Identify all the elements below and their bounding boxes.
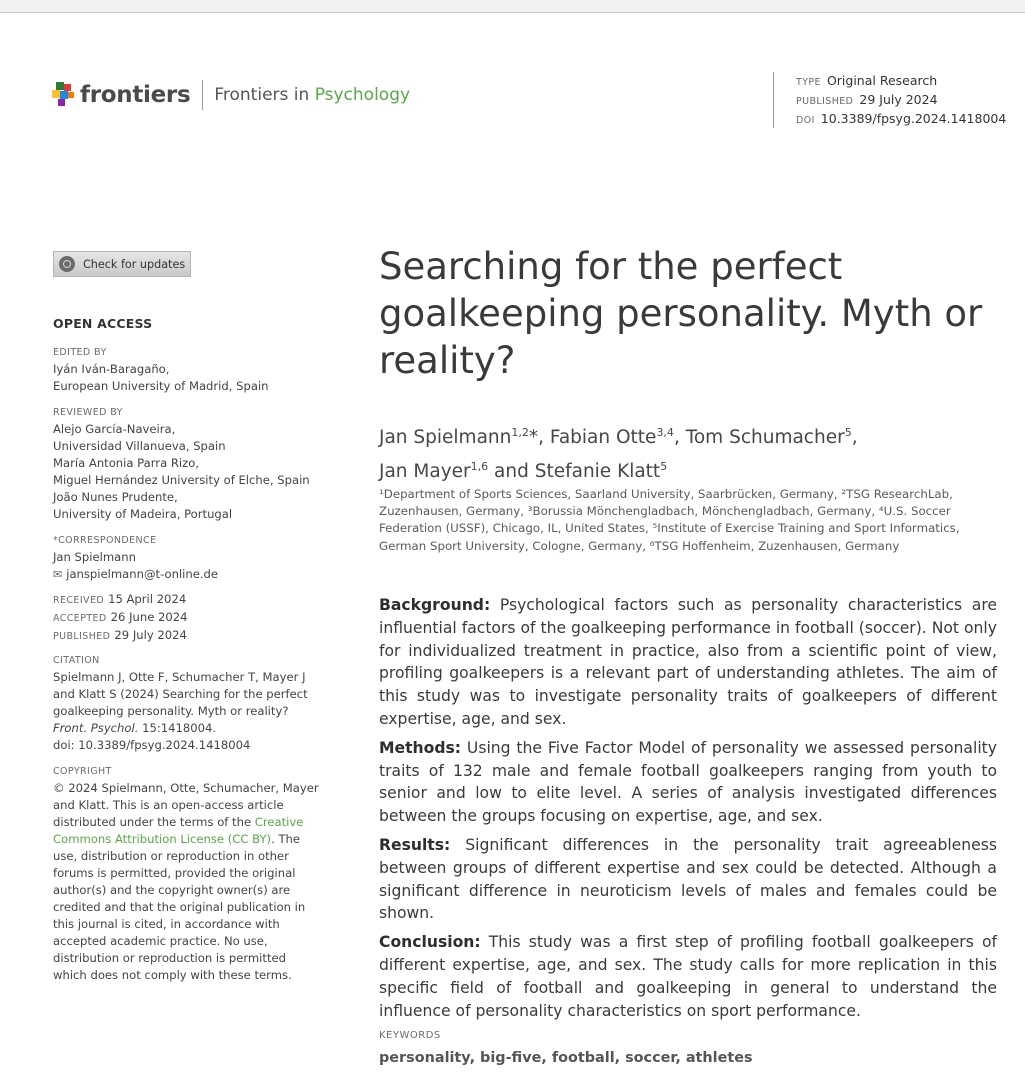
sidebar-published-label: PUBLISHED [53, 631, 111, 642]
editor-affiliation: European University of Madrid, Spain [53, 379, 269, 393]
keywords: personality, big-five, football, soccer, athletes [379, 1050, 753, 1066]
correspondence-name: Jan Spielmann [53, 550, 136, 564]
title-line: Searching for the perfect [379, 245, 843, 288]
edited-by-section [53, 344, 338, 395]
copyright-label: COPYRIGHT [53, 766, 112, 777]
affiliation-line: Federation (USSF), Chicago, IL, United States, ⁵Institute of Exercise Training and Sport Informatics, [379, 521, 960, 536]
abstract-conclusion [379, 931, 997, 1022]
copyright-line: forums is permitted, provided the original [53, 866, 296, 880]
reviewer-line: João Nunes Prudente, [53, 490, 178, 504]
header-divider [202, 80, 203, 110]
published-value: 29 July 2024 [859, 92, 938, 107]
author-separator: , [673, 427, 686, 449]
copyright-section [53, 763, 338, 984]
type-value: Original Research [826, 73, 938, 88]
affiliations [379, 486, 999, 555]
abstract-heading: Conclusion: [379, 933, 481, 952]
author-affiliation-marker: 5 [660, 460, 668, 474]
citation-section [53, 652, 338, 754]
reviewer-line: Miguel Hernández University of Elche, Spain [53, 473, 310, 487]
received-label: RECEIVED [53, 595, 105, 606]
copyright-line: this journal is cited, in accordance with [53, 917, 280, 931]
copyright-line: use, distribution or reproduction in other [53, 849, 289, 863]
license-link[interactable]: Commons Attribution License (CC BY) [53, 832, 272, 846]
copyright-line: which does not comply with these terms. [53, 968, 292, 982]
author-affiliation-marker: 1,2 [511, 426, 529, 439]
copyright-line: distributed under the terms of the [53, 815, 255, 829]
affiliation-line: German Sport University, Cologne, Germany, ⁶TSG Hoffenheim, Zuzenhausen, Germany [379, 538, 900, 553]
abstract-heading: Methods: [379, 738, 462, 757]
reviewed-by-label: REVIEWED BY [53, 407, 123, 418]
title-line: reality? [379, 339, 516, 382]
correspondence-label: *CORRESPONDENCE [53, 535, 157, 546]
check-for-updates-button[interactable] [53, 251, 191, 277]
abstract-text: Significant differences in the personality trait agreeableness between groups of different expertise and sex could be detected. Although a significant difference in neuroticism levels of males and females could be shown. [379, 835, 997, 923]
abstract-results [379, 834, 997, 925]
abstract-background [379, 594, 997, 731]
published-label: PUBLISHED [796, 96, 854, 107]
accepted-value: 26 June 2024 [110, 610, 188, 624]
keywords-label: KEYWORDS [379, 1030, 441, 1041]
frontiers-logo-icon [52, 82, 76, 108]
author-name[interactable]: Fabian Otte [549, 427, 657, 449]
doi-value[interactable]: 10.3389/fpsyg.2024.1418004 [820, 111, 1007, 126]
author-affiliation-marker: 1,6 [470, 460, 489, 474]
check-for-updates-label: Check for updates [83, 257, 186, 271]
author-name[interactable]: Jan Spielmann [379, 427, 512, 449]
author-affiliation-marker: 3,4 [656, 426, 674, 439]
author-separator: , [851, 427, 858, 449]
sidebar-published-value: 29 July 2024 [114, 628, 187, 642]
reviewer-line: Alejo García-Naveira, [53, 422, 176, 436]
open-access-label: OPEN ACCESS [53, 316, 153, 331]
accepted-label: ACCEPTED [53, 613, 107, 624]
editor-name: Iyán Iván-Baragaño, [53, 362, 170, 376]
correspondence-email-link[interactable]: janspielmann@t-online.de [66, 567, 219, 581]
copyright-line: © 2024 Spielmann, Otte, Schumacher, Mayer [53, 781, 319, 795]
correspondence-section [53, 532, 338, 583]
copyright-line: and Klatt. This is an open-access article [53, 798, 284, 812]
received-value: 15 April 2024 [108, 592, 187, 606]
license-link[interactable]: Creative [254, 815, 304, 829]
affiliation-line: Zuzenhausen, Germany, ³Borussia Mönchengladbach, Mönchengladbach, Germany, ⁴U.S. Soccer [379, 504, 951, 519]
author-affiliation-marker: 5 [844, 426, 852, 439]
article-sidebar [53, 251, 338, 982]
abstract-text: This study was a first step of profiling football goalkeepers of different expertise, age, and sex. The study calls for more replication in this specific field of football and goalkeeping in general to understand the influence of personality characteristics on sport performance. [379, 933, 997, 1020]
author-list [379, 418, 999, 486]
abstract-text: Psychological factors such as personality characteristics are influential factors of the goalkeeping performance in football (soccer). Not only for individualized treatment in practice, also from a scientific point of view, profiling goalkeepers is a relevant part of understanding athletes. The aim of this study was to investigate personality traits of goalkeepers of different expertise, age, and sex. [379, 596, 997, 728]
reviewer-line: University of Madeira, Portugal [53, 507, 233, 521]
abstract-heading: Background: [379, 596, 491, 614]
author-name[interactable]: Stefanie Klatt [534, 461, 661, 483]
citation-line: goalkeeping personality. Myth or reality? [53, 704, 289, 718]
doi-label: DOI [796, 115, 815, 126]
citation-doi[interactable]: doi: 10.3389/fpsyg.2024.1418004 [53, 738, 251, 752]
citation-journal: Front. Psychol. [53, 721, 139, 735]
abstract-text: Using the Five Factor Model of personality we assessed personality traits of 132 male and female football goalkeepers ranging from youth to senior and low to elite level. A series of analysis investigated differences between the groups focusing on expertise, age, and sex. [379, 738, 997, 826]
abstract [379, 594, 997, 1028]
author-separator: and [488, 461, 535, 483]
citation-line: and Klatt S (2024) Searching for the perfect [53, 687, 308, 701]
copyright-line: accepted academic practice. No use, [53, 934, 268, 948]
author-separator: *, [528, 427, 550, 449]
journal-header [52, 80, 410, 110]
copyright-line: credited and that the original publication in [53, 900, 306, 914]
citation-label: CITATION [53, 655, 100, 666]
reviewed-by-section [53, 404, 338, 523]
window-top-bar [0, 0, 1025, 13]
dates-section [53, 591, 338, 645]
reviewer-line: María Antonia Parra Rizo, [53, 456, 199, 470]
copyright-line: distribution or reproduction is permitted [53, 951, 286, 965]
citation-volume: 15:1418004. [138, 721, 217, 735]
journal-name: Frontiers in Psychology [214, 85, 411, 105]
article-meta [773, 72, 1006, 128]
affiliation-line: ¹Department of Sports Sciences, Saarland University, Saarbrücken, Germany, ²TSG ResearchLab, [379, 487, 953, 501]
reviewer-line: Universidad Villanueva, Spain [53, 439, 226, 453]
edited-by-label: EDITED BY [53, 347, 107, 358]
copyright-line: author(s) and the copyright owner(s) are [53, 883, 291, 897]
abstract-heading: Results: [379, 835, 451, 854]
citation-line: Spielmann J, Otte F, Schumacher T, Mayer J [53, 670, 306, 684]
article-title [379, 243, 999, 384]
crossmark-icon [59, 256, 75, 272]
envelope-icon: ✉ [53, 568, 63, 581]
abstract-methods [379, 737, 997, 828]
author-name[interactable]: Jan Mayer [379, 461, 471, 483]
title-line: goalkeeping personality. Myth or [379, 292, 983, 335]
frontiers-wordmark: frontiers [80, 82, 191, 108]
type-label: TYPE [796, 77, 821, 88]
copyright-line: . The [271, 832, 301, 846]
author-name[interactable]: Tom Schumacher [685, 427, 845, 449]
